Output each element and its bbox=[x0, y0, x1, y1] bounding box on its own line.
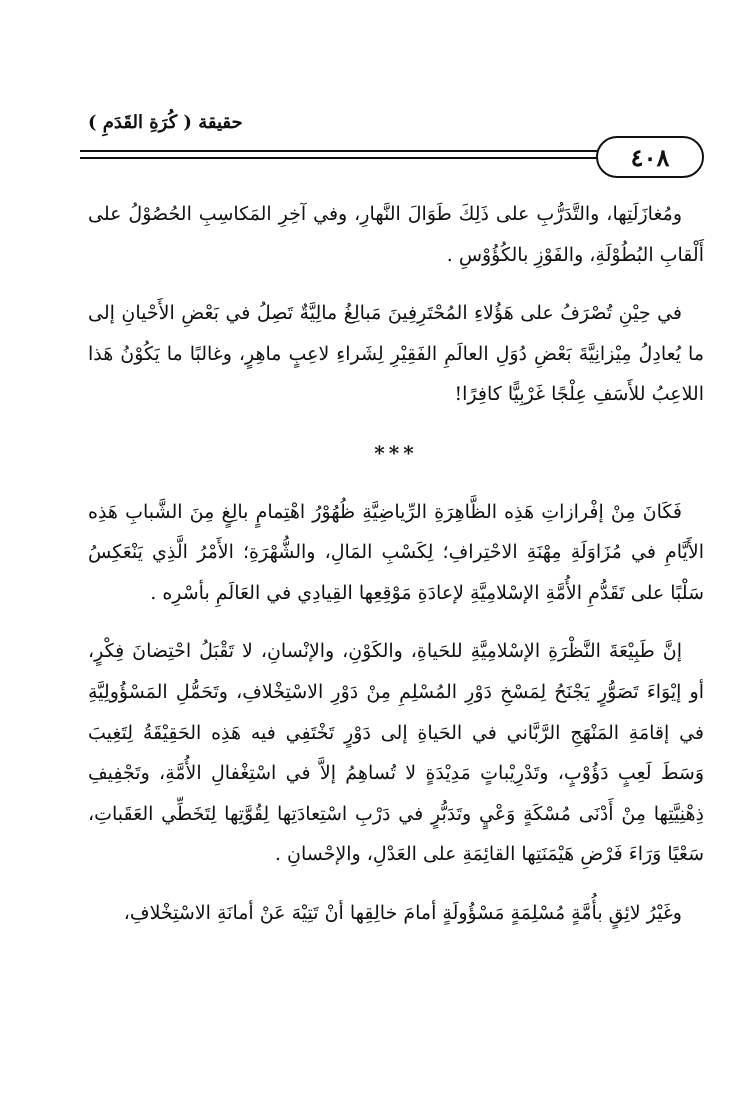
paragraph-4: إنَّ طَبِيْعَةَ النَّظْرَةِ الإسْلامِيَّةِ للحَياةِ، والكَوْنِ، والإنْسانِ، لا تَقْبَلُ احْتِضانَ فِكْرٍ، أو إيْوَاءَ تَصَوُّرٍ يَجْنَحُ لِمَسْخِ دَوْرِ المُسْلِمِ مِنْ دَوْرِ الاسْتِخْلافِ، وتَحَمُّلِ المَسْؤُولِيَّةِ في إقامَةِ المَنْهَجِ الرَّبَّاني في الحَياةِ إلى دَوْرٍ تَخْتَفِي فيه هَذِه الحَقِيْقَةُ لِتَغِيبَ وَسَطَ لَعِبٍ دَؤُوْبٍ، وتَدْرِيْباتٍ مَدِيْدَةٍ لا تُساهِمُ إلاَّ في اسْتِغْفالِ الأُمَّةِ، وتَجْفِيفِ ذِهْنِيَّتِها مِنْ أَدْنَى مُسْكَةٍ وَعْيٍ وتَدَبُّرٍ في دَرْبِ اسْتِعادَتِها لِقُوَّتِها لِتَخَطِّي العَقَباتِ، سَعْيًا وَرَاءَ فَرْضِ هَيْمَنَتِها القائِمَةِ على العَدْلِ، والإحْسانِ . bbox=[88, 640, 704, 866]
header-rule-top bbox=[80, 150, 600, 152]
header-rule-bottom bbox=[80, 157, 600, 159]
page-header bbox=[80, 110, 704, 190]
paragraph-1: ومُغازَلَتِها، والتَّدَرُّبِ على ذَلِكَ طَوَالَ النَّهارِ، وفي آخِرِ المَكاسِبِ الحُصُوْلُ على أَلْقابِ البُطُوْلَةِ، والفَوْزِ بالكُؤُوْسِ . bbox=[88, 203, 704, 266]
paragraph-5: وغَيْرُ لائِقٍ بأُمَّةٍ مُسْلِمَةٍ مَسْؤُولَةٍ أمامَ خالِقِها أنْ تَتِيْهَ عَنْ أمانَةِ الاسْتِخْلافِ، bbox=[123, 901, 682, 924]
paragraph-2: في حِيْنِ تُصْرَفُ على هَؤُلاءِ المُحْتَرِفِينَ مَبالِغُ مالِيَّةٌ تَصِلُ في بَعْضِ الأَحْيانِ إلى ما يُعادِلُ مِيْزانِيَّةَ بَعْضِ دُوَلِ العالَمِ الفَقِيْرِ لِشَراءِ لاعِبٍ ماهِرٍ، وغالبًا ما يَكُوْنُ هَذا اللاعِبُ للأَسَفِ عِلْجًا غَرْبِيًّا كافِرًا! bbox=[88, 302, 704, 406]
section-separator: *** bbox=[374, 440, 418, 465]
page-number: ٤٠٨ bbox=[596, 136, 704, 178]
running-title: حقيقة ( كُرَةِ القَدَمِ ) bbox=[88, 112, 243, 133]
body-text bbox=[88, 194, 704, 952]
paragraph-3: فَكَانَ مِنْ إفْرازاتِ هَذِه الظَّاهِرَةِ الرِّياضِيَّةِ ظُهُوْرُ اهْتِمامٍ بالِغٍ مِنَ الشَّبابِ هَذِه الأَيَّامِ في مُزَاوَلَةِ مِهْنَةِ الاحْتِرافِ؛ لِكَسْبِ المَالِ، والشُّهْرَةِ؛ الأَمْرُ الَّذِي يَنْعَكِسُ سَلْبًا على تَقَدُّمِ الأُمَّةِ الإسْلامِيَّةِ لإعادَةِ مَوْقِعِها القِيادِي في العَالَمِ بأسْرِه . bbox=[88, 500, 704, 604]
